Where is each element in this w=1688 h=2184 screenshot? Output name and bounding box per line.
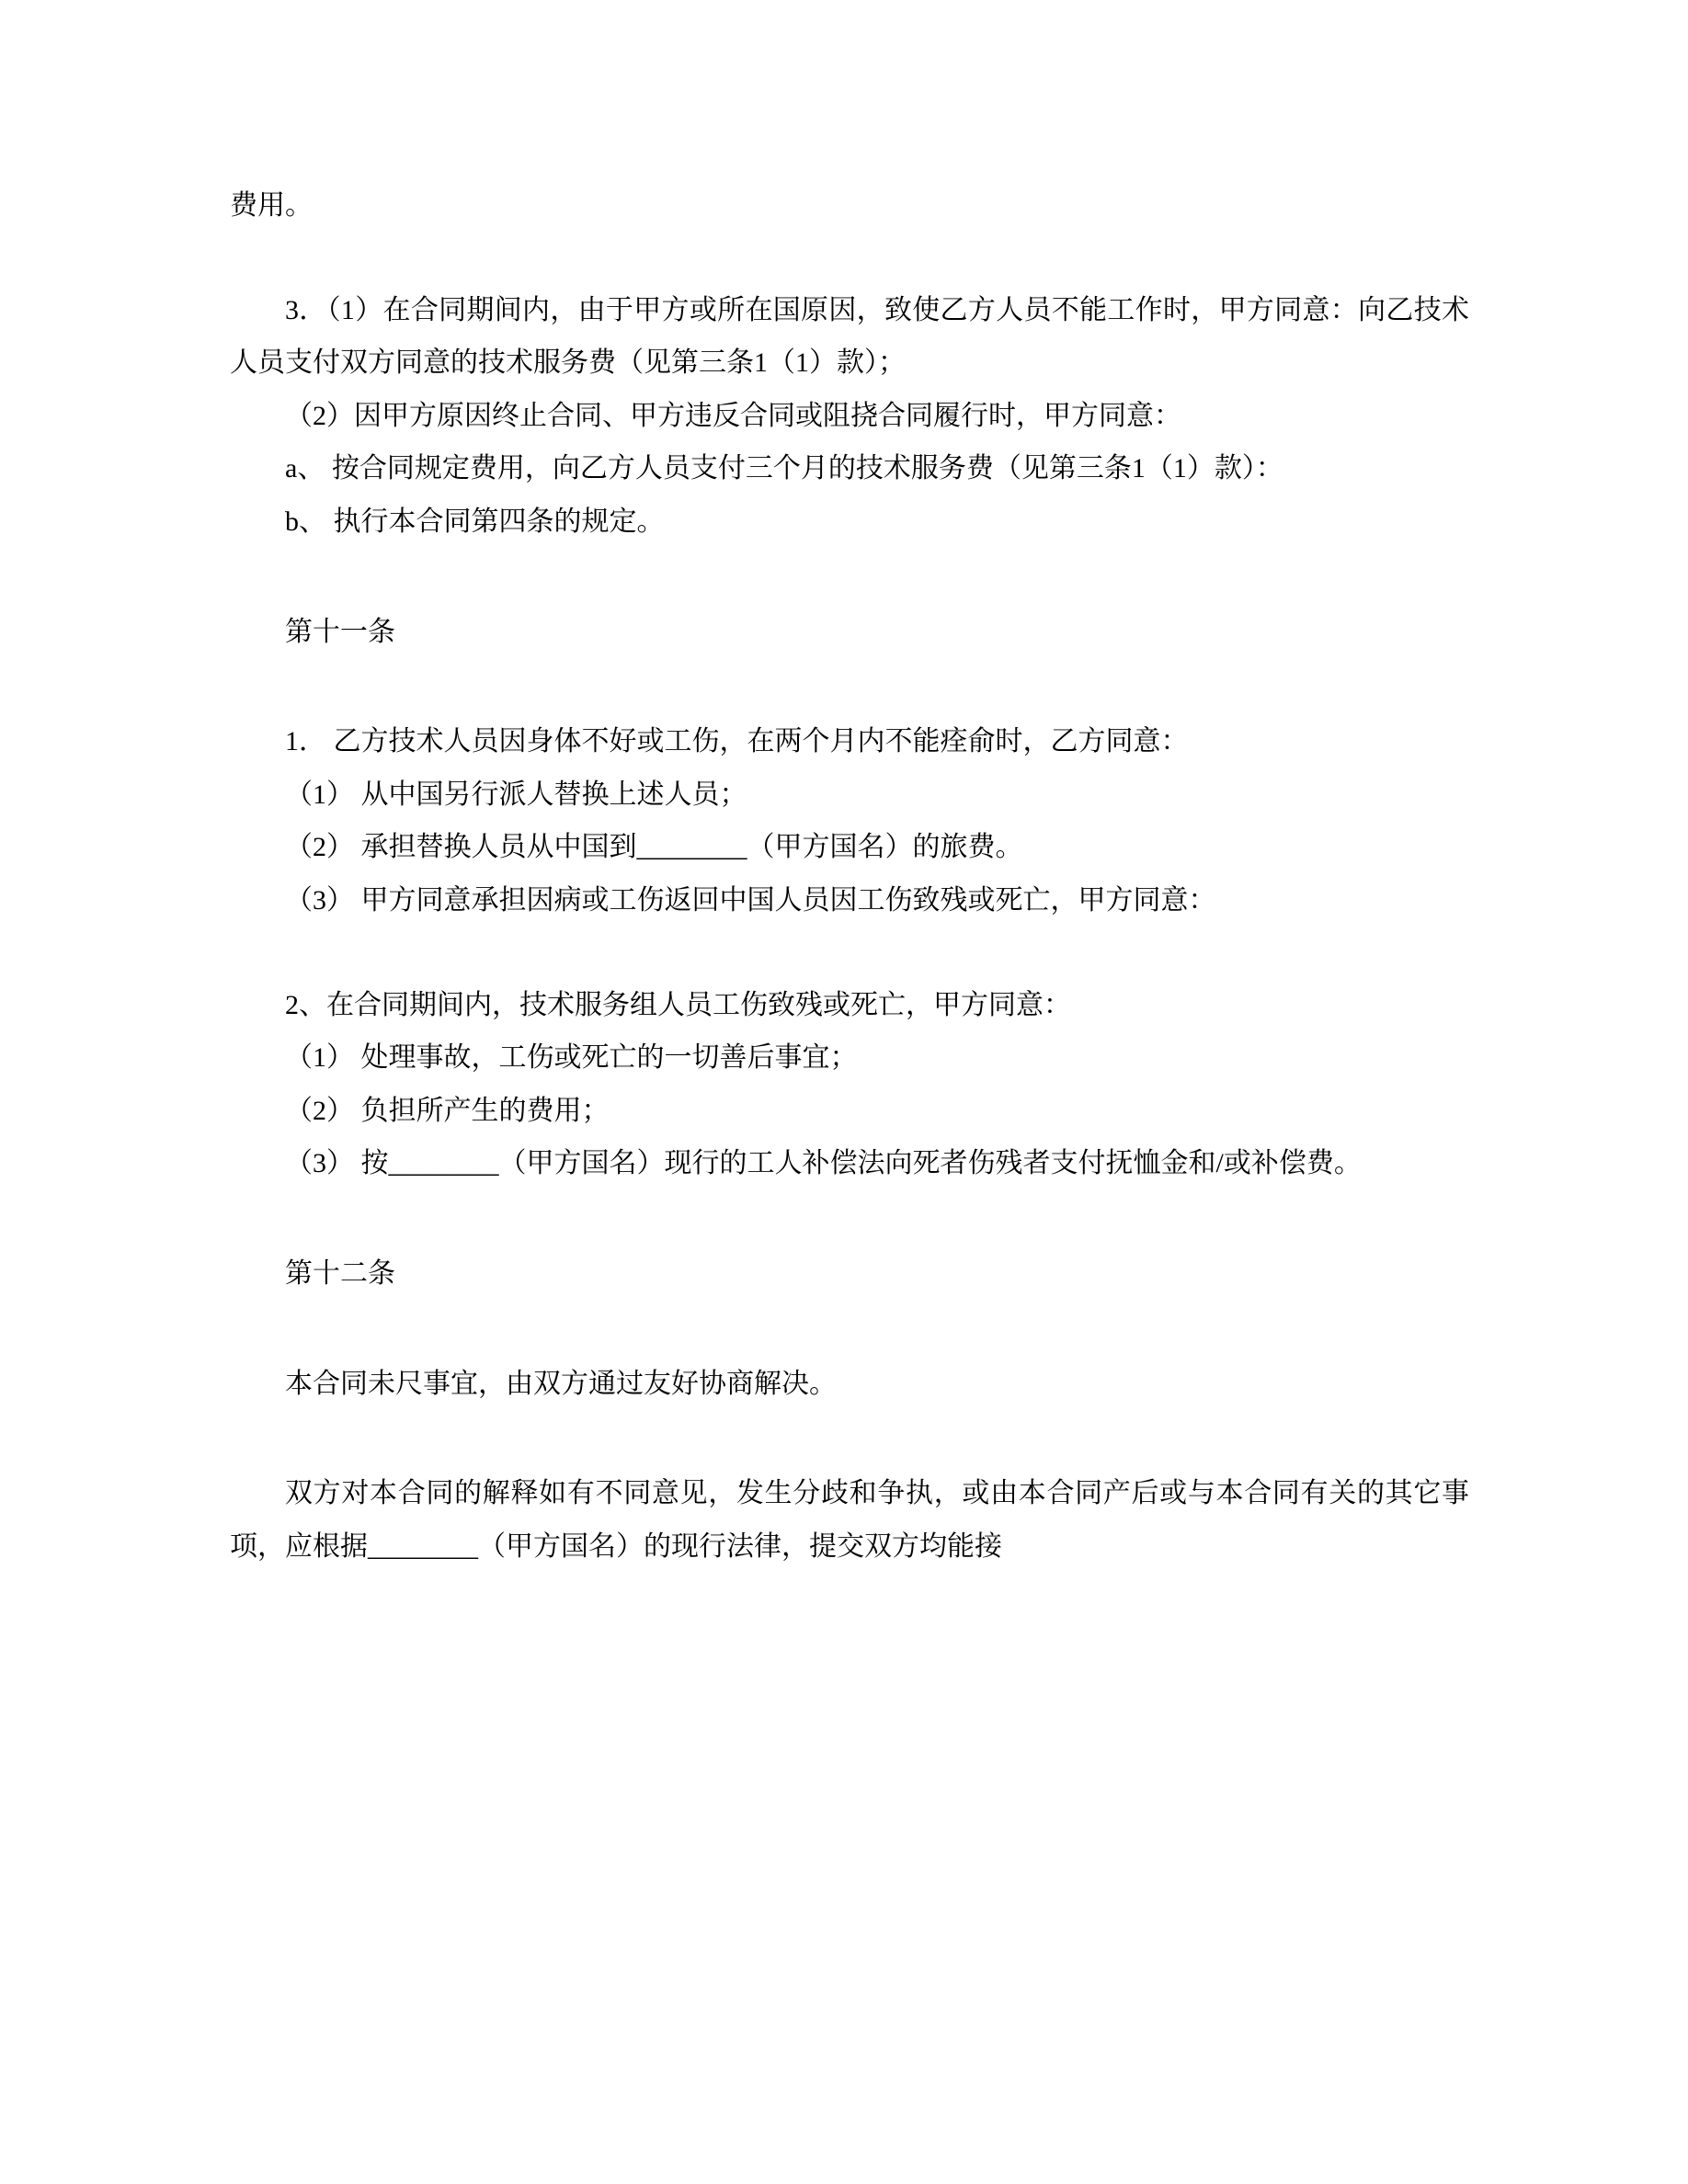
paragraph-spacer: [230, 658, 1469, 715]
paragraph: b、 执行本合同第四条的规定。: [285, 506, 665, 537]
document-body: [230, 179, 1469, 1573]
paragraph-spacer: [230, 1301, 1469, 1358]
paragraph: （3） 按________（甲方国名）现行的工人补偿法向死者伤残者支付抚恤金和/或补偿费。: [285, 1148, 1362, 1179]
paragraph-spacer: [230, 233, 1469, 284]
paragraph-spacer: [230, 1410, 1469, 1467]
section-heading-eleven: 第十一条: [285, 616, 395, 647]
paragraph-spacer: [230, 927, 1469, 979]
paragraph: 费用。: [230, 190, 313, 221]
paragraph: （2） 承担替换人员从中国到________（甲方国名）的旅费。: [285, 832, 1023, 863]
paragraph: （2）因甲方原因终止合同、甲方违反合同或阻挠合同履行时，甲方同意：: [285, 400, 1181, 431]
paragraph-spacer: [230, 549, 1469, 606]
paragraph: （3） 甲方同意承担因病或工伤返回中国人员因工伤致残或死亡，甲方同意：: [285, 884, 1216, 916]
paragraph-spacer: [230, 1190, 1469, 1247]
paragraph: 3．（1）在合同期间内，由于甲方或所在国原因，致使乙方人员不能工作时，甲方同意：向乙技术人员支付双方同意的技术服务费（见第三条1（1）款）；: [230, 294, 1469, 379]
paragraph: 本合同未尺事宜，由双方通过友好协商解决。: [285, 1368, 837, 1399]
paragraph: 1． 乙方技术人员因身体不好或工伤，在两个月内不能痊俞时，乙方同意：: [285, 726, 1189, 757]
paragraph: 双方对本合同的解释如有不同意见，发生分歧和争执，或由本合同产后或与本合同有关的其它事项，应根据________（甲方国名）的现行法律，提交双方均能接: [230, 1478, 1469, 1562]
paragraph: （1） 从中国另行派人替换上述人员；: [285, 779, 747, 810]
paragraph: （1） 处理事故，工伤或死亡的一切善后事宜；: [285, 1042, 858, 1074]
paragraph: a、 按合同规定费用，向乙方人员支付三个月的技术服务费（见第三条1（1）款）：: [285, 453, 1283, 484]
paragraph: （2） 负担所产生的费用；: [285, 1095, 610, 1126]
paragraph: 2、在合同期间内，技术服务组人员工伤致残或死亡，甲方同意：: [285, 989, 1071, 1020]
section-heading-twelve: 第十二条: [285, 1257, 395, 1289]
